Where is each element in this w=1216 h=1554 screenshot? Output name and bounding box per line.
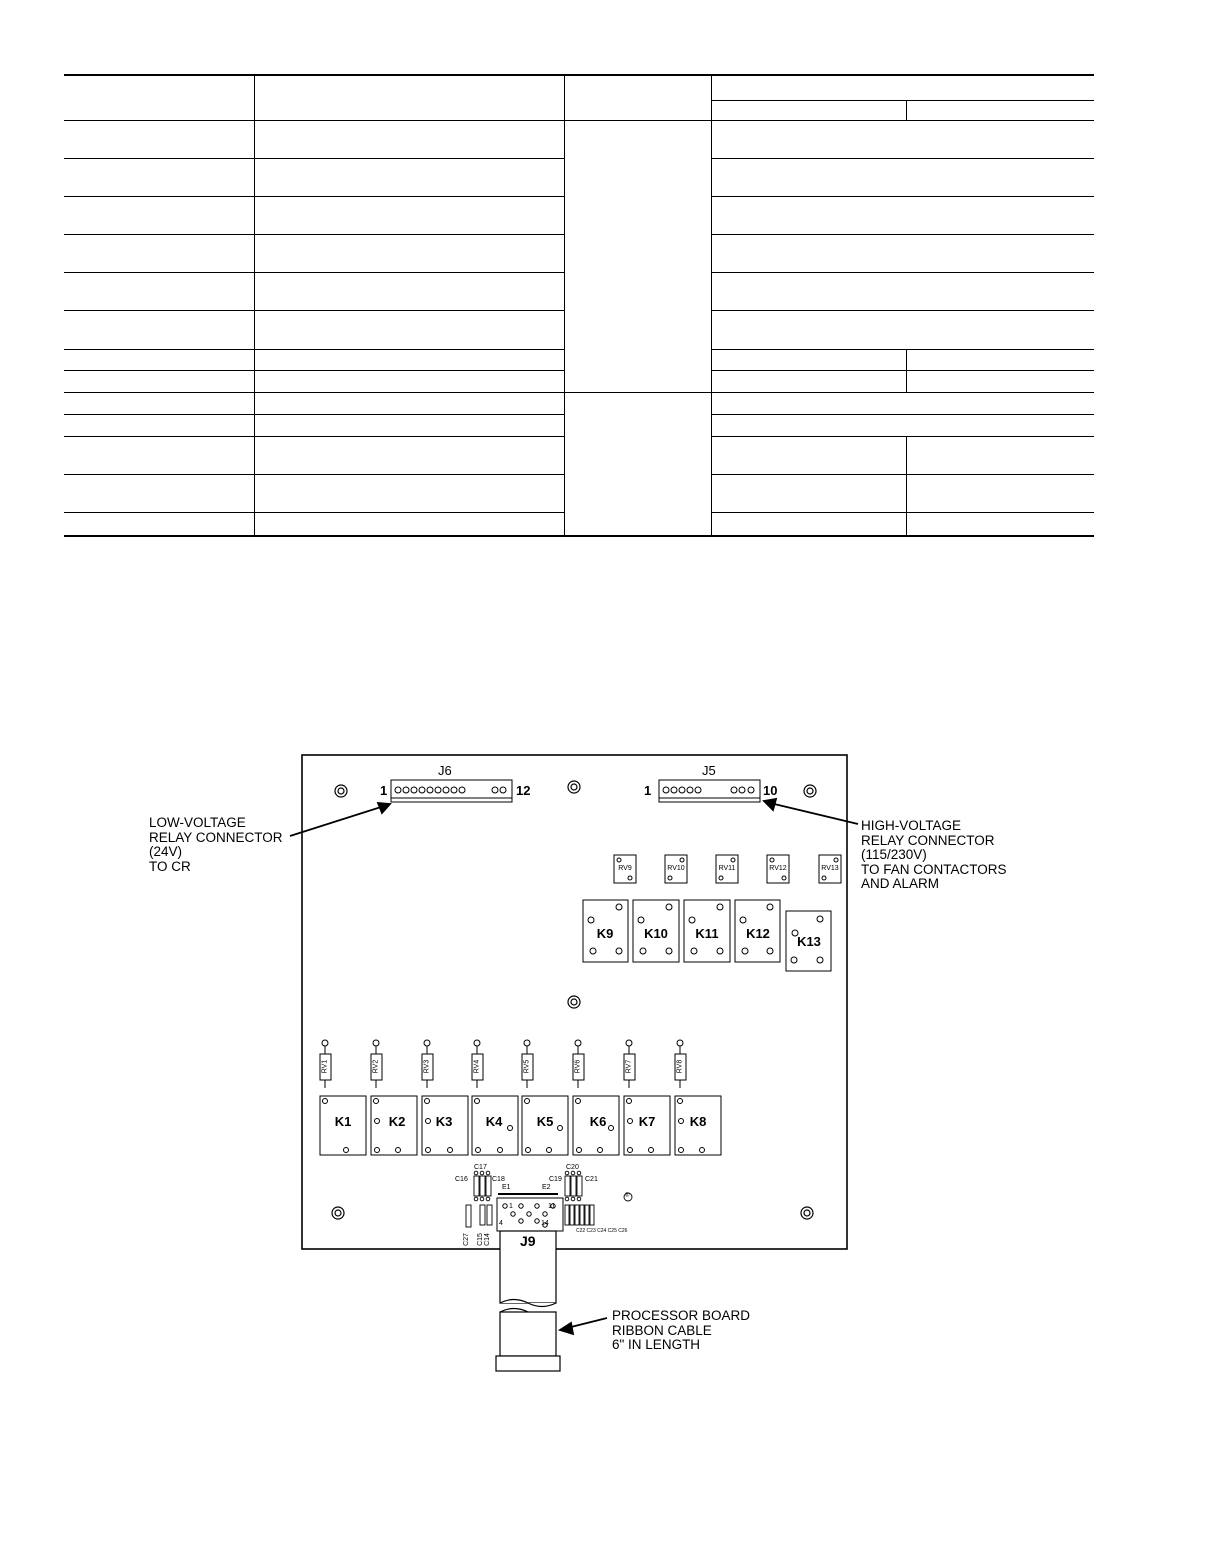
callout-line: RELAY CONNECTOR [149,829,283,845]
e2-label: E2 [542,1184,551,1191]
j6-connector-body [391,780,512,802]
j9-pin-1-label: 1 [509,1203,513,1210]
j5-label: J5 [702,763,716,778]
ribbon-arrowhead [560,1323,573,1334]
rv12-label: RV12 [769,865,787,872]
mounting-hole [335,785,347,797]
c27-label: C27 [462,1233,470,1246]
rv11-label: RV11 [718,865,736,872]
rv6-label: RV6 [574,1059,582,1074]
k1-label: K1 [334,1114,352,1129]
rv2-label: RV2 [372,1059,380,1074]
callout-line: LOW-VOLTAGE [149,815,246,830]
relay-board-drawing [0,700,1216,1400]
table-bottom-rule [64,535,1094,537]
j5-connector-body [659,780,760,802]
callout-line: AND ALARM [861,876,940,891]
k10-label: K10 [644,926,668,941]
k5-label: K5 [536,1114,554,1129]
callout-line: RELAY CONNECTOR [861,832,995,848]
mounting-hole [568,996,580,1008]
merged-cell-mask [565,393,711,534]
relay-board-diagram [0,700,1216,1400]
high-voltage-callout [861,819,1007,892]
j6-label: J6 [438,763,452,778]
registered-mark: ® [625,1193,630,1199]
j9-pin-14-label: 14 [541,1220,549,1227]
rv4-label: RV4 [473,1059,481,1074]
table-col-rule [906,100,907,120]
low-voltage-callout [149,816,283,874]
c21-label: C21 [585,1176,598,1183]
c16-label: C16 [455,1176,468,1183]
j5-pin-last: 10 [763,783,778,798]
e1-label: E1 [502,1184,511,1191]
c17-label: C17 [474,1164,487,1171]
rv10-label: RV10 [667,865,685,872]
table-col-rule [711,74,712,536]
merged-cell-mask [565,121,711,389]
k9-label: K9 [596,926,614,941]
callout-line: HIGH-VOLTAGE [861,818,962,833]
j9-label: J9 [520,1233,536,1249]
ribbon-cable [496,1231,560,1371]
c15-label: C15 [476,1233,484,1246]
k8-label: K8 [689,1114,707,1129]
callout-line: TO CR [149,858,191,874]
table-top-rule [64,74,1094,76]
high-voltage-arrowhead [764,799,776,810]
j6-pin-first: 1 [380,783,388,798]
c20-label: C20 [566,1164,579,1171]
callout-line: (115/230V) [861,847,927,862]
rv8-label: RV8 [676,1059,684,1074]
k7-label: K7 [638,1114,656,1129]
low-voltage-leader [290,806,384,836]
low-voltage-arrowhead [378,803,390,813]
merged-cell-rule [565,392,711,393]
mounting-hole [332,1207,344,1219]
rv3-label: RV3 [423,1059,431,1074]
ribbon-leader [567,1318,607,1328]
k3-label: K3 [435,1114,453,1129]
mounting-hole [801,1207,813,1219]
k2-label: K2 [388,1114,406,1129]
mounting-hole [568,781,580,793]
callout-line: RIBBON CABLE [612,1322,712,1338]
j9-pin-4-label: 4 [499,1220,503,1227]
j6-pin-last: 12 [516,783,531,798]
k6-label: K6 [589,1114,607,1129]
table-col-rule [906,436,907,536]
k13-label: K13 [797,934,821,949]
callout-line: TO FAN CONTACTORS [861,861,1007,877]
c18-label: C18 [492,1176,505,1183]
c14-label: C14 [483,1233,491,1246]
rv13-label: RV13 [821,865,839,872]
ribbon-callout [612,1309,750,1353]
rv5-label: RV5 [523,1059,531,1074]
callout-line: PROCESSOR BOARD [612,1308,751,1323]
k11-label: K11 [695,926,719,941]
k4-label: K4 [485,1114,503,1129]
j5-pin-first: 1 [644,783,652,798]
board-outline [302,755,847,1249]
c19-label: C19 [549,1176,562,1183]
rv1-label: RV1 [321,1059,329,1074]
table-col-rule [254,74,255,536]
k12-label: K12 [746,926,770,941]
j9-pin-11-label: 11 [548,1203,556,1210]
rv9-label: RV9 [618,865,632,872]
rv7-label: RV7 [625,1059,633,1074]
table-col-rule [906,349,907,392]
table-header-subrule [711,100,1094,101]
callout-line: 6" IN LENGTH [612,1337,701,1352]
high-voltage-leader [770,803,858,824]
mounting-hole [804,785,816,797]
callout-line: (24V) [149,844,183,859]
c22-c26-label: C22 C23 C24 C25 C26 [576,1228,628,1234]
